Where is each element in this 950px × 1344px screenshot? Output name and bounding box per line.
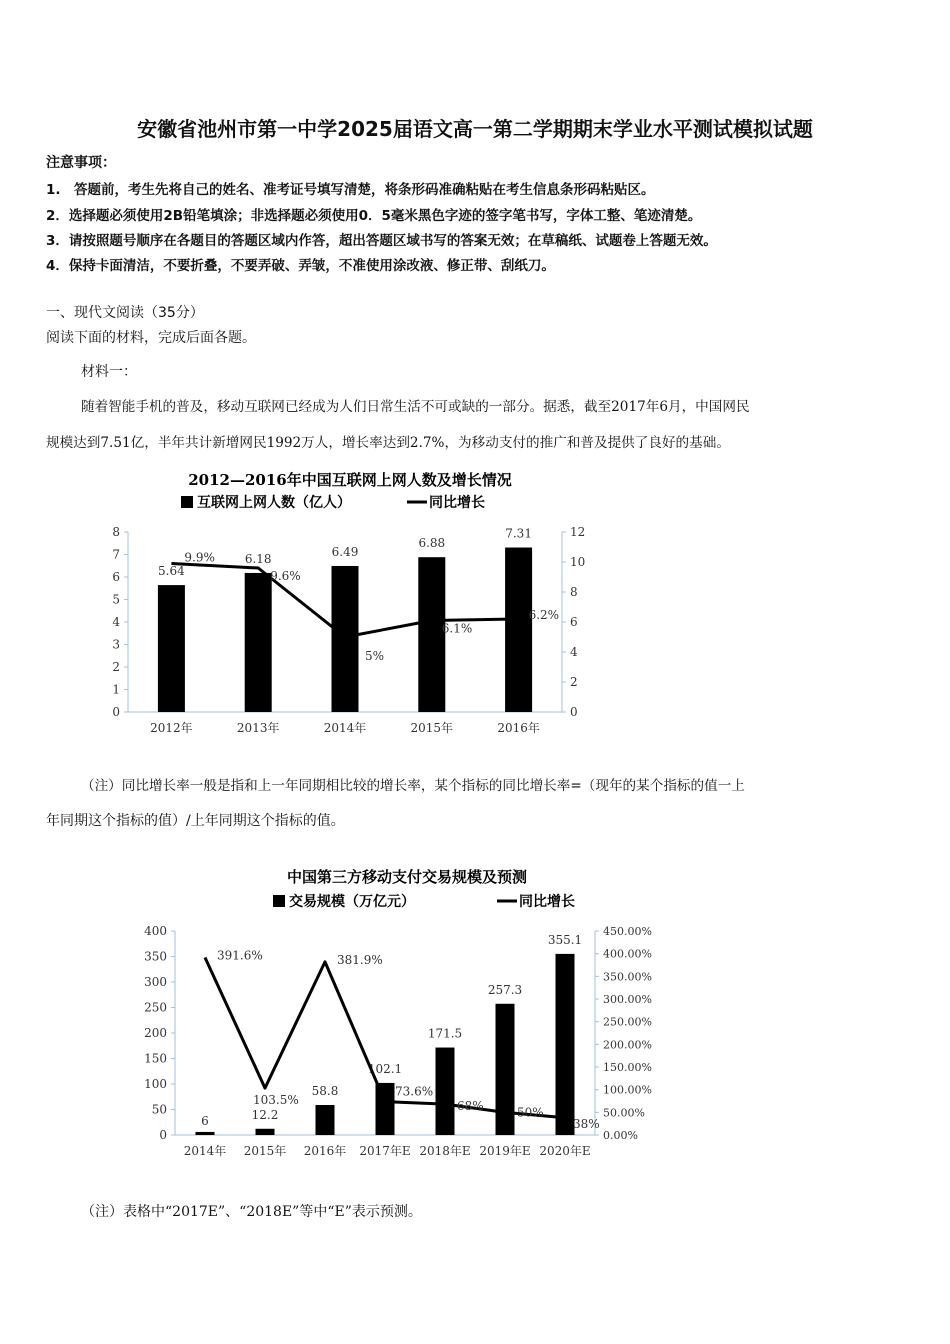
bar-value-label: 102.1 — [367, 1061, 403, 1076]
y-tick-label: 1 — [112, 682, 120, 697]
y2-tick-label: 100.00% — [603, 1083, 652, 1097]
y2-tick-label: 150.00% — [603, 1061, 652, 1074]
y-tick-label: 50 — [151, 1102, 167, 1117]
notice-item: 1. 答题前，考生先将自己的姓名、准考证号填写清楚，将条形码准确粘贴在考生信息条形码粘贴区。 — [46, 182, 655, 198]
chart-mobile-payment — [125, 860, 665, 1170]
y2-tick-label: 250.00% — [603, 1015, 652, 1029]
bar — [245, 573, 272, 712]
legend-line-label: 同比增长 — [519, 894, 575, 910]
legend-line-label: 同比增长 — [429, 495, 485, 511]
y2-tick-label: 0 — [570, 705, 578, 719]
bar-value-label: 6 — [201, 1113, 209, 1128]
y-tick-label: 7 — [112, 547, 120, 562]
y-tick-label: 100 — [144, 1077, 167, 1091]
x-tick-label: 2016年 — [303, 1144, 347, 1158]
x-tick-label: 2019年E — [479, 1144, 531, 1158]
bar-value-label: 58.8 — [311, 1084, 339, 1099]
x-tick-label: 2015年 — [410, 721, 454, 735]
y-tick-label: 8 — [112, 525, 120, 539]
notice-item: 3．请按照题号顺序在各题目的答题区域内作答，超出答题区域书写的答案无效；在草稿纸、试题卷上答题无效。 — [46, 233, 717, 249]
y2-tick-label: 10 — [570, 555, 586, 569]
bar — [496, 1004, 515, 1135]
bar — [158, 585, 185, 712]
x-tick-label: 2015年 — [243, 1144, 287, 1158]
y-tick-label: 5 — [112, 592, 120, 607]
y2-tick-label: 450.00% — [603, 925, 652, 938]
x-tick-label: 2014年 — [323, 721, 367, 735]
bar-value-label: 7.31 — [505, 526, 532, 541]
bar-value-label: 5.64 — [158, 564, 185, 579]
bar-value-label: 6.88 — [418, 536, 446, 551]
y2-tick-label: 12 — [570, 525, 586, 539]
y2-tick-label: 6 — [570, 615, 578, 629]
y-tick-label: 250 — [144, 1000, 167, 1015]
section-heading: 一、现代文阅读（35分） — [46, 305, 204, 321]
x-tick-label: 2013年 — [236, 721, 280, 735]
line-value-label: 9.6% — [270, 569, 301, 583]
line-value-label: 68% — [457, 1099, 484, 1114]
y-tick-label: 150 — [144, 1051, 167, 1066]
note-text-line: 年同期这个指标的值）/上年同期这个指标的值。 — [46, 813, 345, 829]
y-tick-label: 350 — [144, 949, 167, 964]
x-tick-label: 2012年 — [150, 721, 193, 735]
y-tick-label: 6 — [112, 570, 120, 584]
y-tick-label: 400 — [144, 924, 167, 938]
y-tick-label: 2 — [112, 660, 120, 674]
bar — [376, 1083, 395, 1135]
y2-tick-label: 200.00% — [603, 1038, 652, 1052]
bar — [436, 1048, 455, 1135]
note-text: （注）表格中“2017E”、“2018E”等中“E”表示预测。 — [81, 1204, 422, 1220]
x-tick-label: 2018年E — [419, 1144, 471, 1158]
y2-tick-label: 2 — [570, 675, 578, 689]
bar — [316, 1105, 335, 1135]
x-tick-label: 2016年 — [497, 721, 540, 735]
y2-tick-label: 350.00% — [603, 970, 652, 984]
bar — [256, 1129, 275, 1135]
chart-title: 中国第三方移动支付交易规模及预测 — [286, 868, 528, 886]
bar-value-label: 171.5 — [427, 1026, 463, 1041]
bar — [505, 548, 532, 712]
legend-bar-swatch — [181, 496, 193, 508]
legend-bar-label: 互联网上网人数（亿人） — [197, 495, 351, 511]
chart-title: 2012—2016年中国互联网上网人数及增长情况 — [188, 471, 512, 489]
notice-heading: 注意事项： — [46, 155, 116, 171]
material-label: 材料一： — [81, 364, 137, 380]
legend-bar-swatch — [273, 895, 285, 907]
notice-item: 4．保持卡面清洁，不要折叠，不要弄破、弄皱，不准使用涂改液、修正带、刮纸刀。 — [46, 258, 555, 274]
x-tick-label: 2017年E — [359, 1144, 411, 1158]
bar — [196, 1132, 215, 1135]
material-text-line: 规模达到7.51亿，半年共计新增网民1992万人，增长率达到2.7%，为移动支付的推广和普及提供了良好的基础。 — [46, 435, 730, 451]
notice-item: 2．选择题必须使用2B铅笔填涂；非选择题必须使用0．5毫米黑色字迹的签字笔书写，字体工整、笔迹清楚。 — [46, 208, 702, 224]
line-value-label: 73.6% — [395, 1084, 434, 1099]
bar-value-label: 257.3 — [487, 982, 523, 997]
line-value-label: 38% — [573, 1116, 600, 1131]
line-value-label: 5% — [365, 649, 385, 663]
y-tick-label: 300 — [144, 975, 167, 989]
y2-tick-label: 0.00% — [603, 1129, 638, 1142]
line-value-label: 6.2% — [528, 608, 560, 622]
legend-bar-label: 交易规模（万亿元） — [289, 894, 415, 910]
bar-value-label: 6.49 — [331, 544, 359, 559]
y2-tick-label: 4 — [570, 645, 578, 659]
line-value-label: 103.5% — [253, 1093, 299, 1108]
bar-value-label: 355.1 — [547, 932, 583, 947]
y-tick-label: 4 — [112, 615, 120, 629]
y2-tick-label: 300.00% — [603, 993, 652, 1006]
y-tick-label: 200 — [144, 1026, 167, 1040]
y-tick-label: 0 — [159, 1128, 167, 1142]
y-tick-label: 0 — [112, 705, 120, 719]
line-value-label: 381.9% — [337, 952, 383, 967]
line-value-label: 50% — [517, 1105, 544, 1120]
chart-internet-users — [95, 460, 605, 750]
bar-value-label: 12.2 — [251, 1107, 279, 1122]
page-title: 安徽省池州市第一中学2025届语文高一第二学期期末学业水平测试模拟试题 — [137, 117, 813, 141]
bar — [332, 566, 359, 712]
line-value-label: 6.1% — [441, 621, 473, 636]
x-tick-label: 2020年E — [539, 1144, 591, 1158]
y-tick-label: 3 — [112, 637, 120, 652]
material-text-line: 随着智能手机的普及，移动互联网已经成为人们日常生活不可或缺的一部分。据悉，截至2017年6月，中国网民 — [81, 399, 750, 415]
note-text-line: （注）同比增长率一般是指和上一年同期相比较的增长率，某个指标的同比增长率=（现年的某个指标的值一上 — [81, 778, 745, 794]
y2-tick-label: 50.00% — [603, 1106, 645, 1120]
intro-text: 阅读下面的材料，完成后面各题。 — [46, 330, 256, 346]
line-value-label: 9.9% — [184, 550, 215, 565]
line-value-label: 391.6% — [217, 948, 263, 963]
bar — [556, 954, 575, 1135]
y2-tick-label: 8 — [570, 585, 578, 599]
x-tick-label: 2014年 — [183, 1144, 227, 1158]
y2-tick-label: 400.00% — [603, 947, 652, 961]
bar-value-label: 6.18 — [244, 551, 272, 566]
